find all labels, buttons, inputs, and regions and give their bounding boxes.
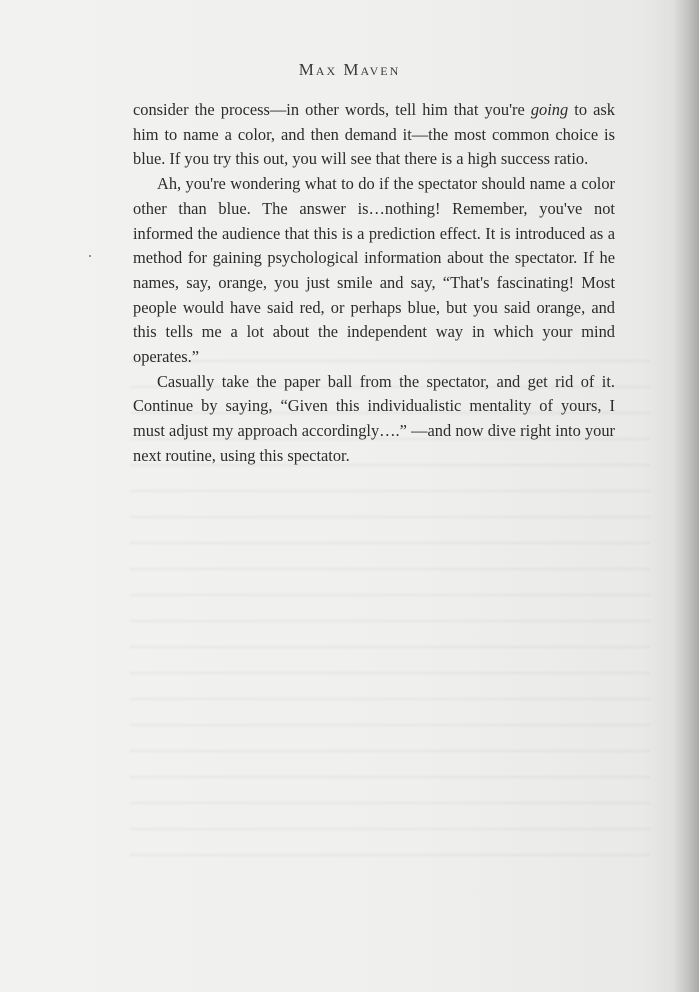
emphasis: going [530, 100, 569, 119]
body-text [133, 98, 615, 469]
paragraph-2: Ah, you're wondering what to do if the spectator should name a color other than blue. The answer is…nothing! Remember, you've not informed the audience that this is a prediction effect. It is introduced as a method for gaining psychological information about the spectator. If he names, say, orange, you just smile and say, “That's fascinating! Most people would have said red, or perhaps blue, but you said orange, and this tells me a lot about the independent way in which your mind operates.” [133, 174, 615, 367]
stray-mark [89, 255, 91, 257]
paragraph-3: Casually take the paper ball from the spectator, and get rid of it. Continue by saying, “Given this individualistic mentality of yours, I must adjust my approach accordingly….” —and now dive right into your next routine, using this spectator. [133, 371, 615, 465]
paragraph-1: consider the process—in other words, tell him that you're going to ask him to name a color, and then demand it—the most common choice is blue. If you try this out, you will see that there is a high success ratio. [133, 100, 615, 169]
page-edge-shadow [673, 0, 699, 992]
running-head: Max Maven [298, 60, 401, 79]
